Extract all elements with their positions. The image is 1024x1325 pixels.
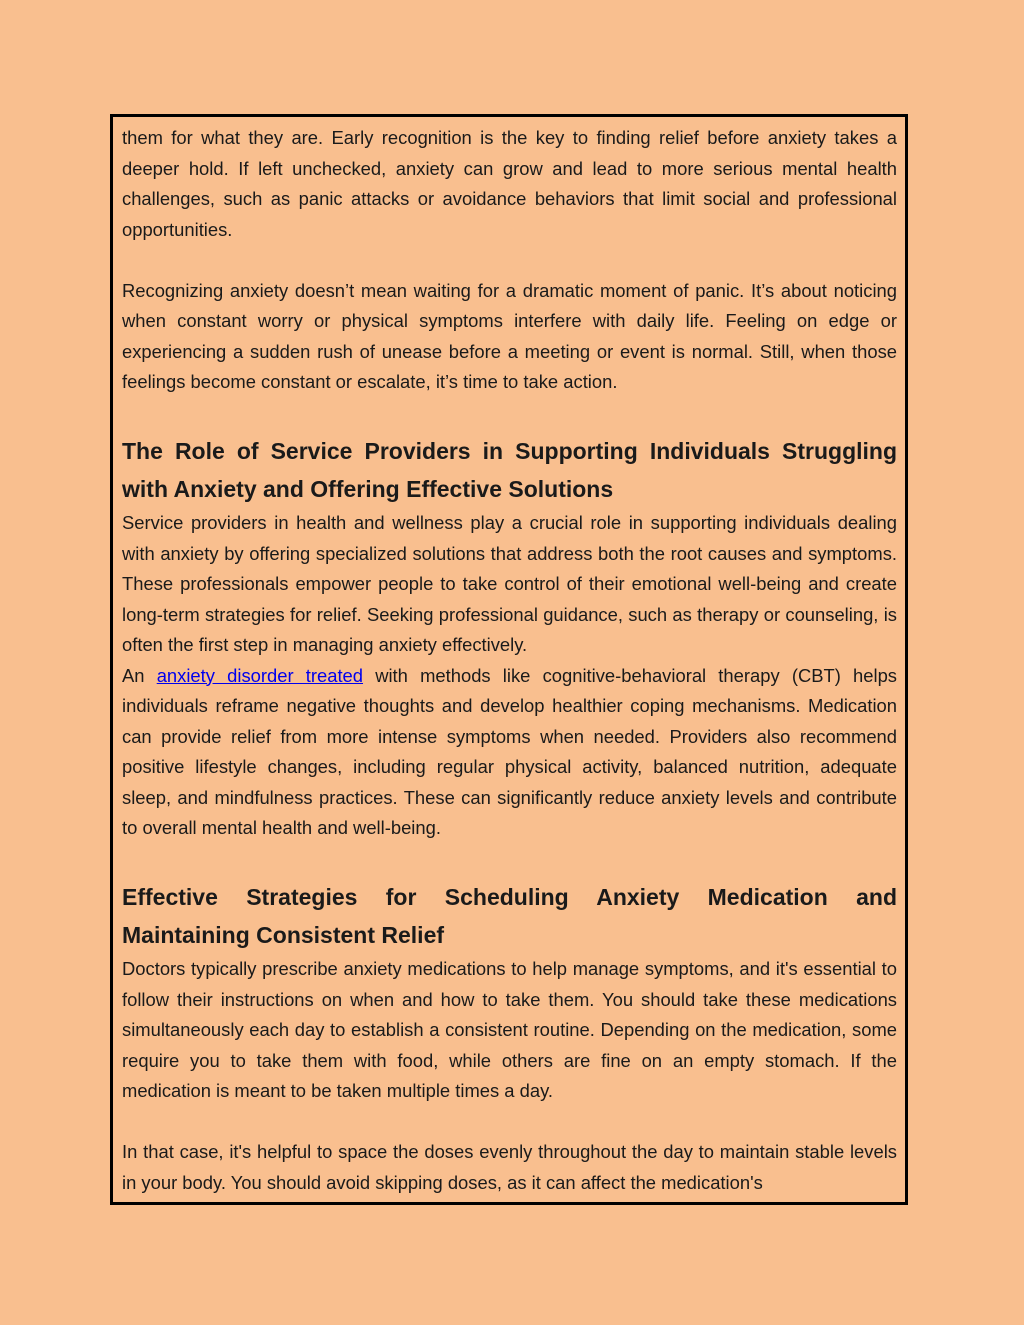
anxiety-disorder-treated-link[interactable]: anxiety disorder treated — [156, 664, 364, 686]
heading-scheduling-medication: Effective Strategies for Scheduling Anxiety Medication and Maintaining Consistent Relief — [122, 884, 897, 948]
heading-service-providers: The Role of Service Providers in Supporting Individuals Struggling with Anxiety and Offering Effective Solutions — [122, 438, 897, 502]
paragraph-suffix: with methods like cognitive-behavioral therapy (CBT) helps individuals reframe negative thoughts and develop healthier coping mechanisms. Medication can provide relief from more intense symptoms when needed. Providers also recommend positive lifestyle changes, including regular physical activity, balanced nutrition, adequate sleep, and mindfulness practices. These can significantly reduce anxiety levels and contribute to overall mental health and well-being. — [122, 664, 898, 838]
document-frame — [110, 114, 908, 1205]
paragraph-gap — [122, 844, 897, 875]
paragraph-prefix: An — [122, 664, 157, 686]
paragraph-gap — [122, 245, 897, 276]
paragraph-recognizing-anxiety: Recognizing anxiety doesn’t mean waiting for a dramatic moment of panic. It’s about noticing when constant worry or physical symptoms interfere with daily life. Feeling on edge or experiencing a sudden rush of unease before a meeting or event is normal. Still, when those feelings become constant or escalate, it’s time to take action. — [122, 279, 897, 392]
paragraph-treatment-methods — [122, 661, 897, 844]
paragraph-medication-instructions: Doctors typically prescribe anxiety medications to help manage symptoms, and it's essential to follow their instructions on when and how to take them. You should take these medications simultaneously each day to establish a consistent routine. Depending on the medication, some require you to take them with food, while others are fine on an empty stomach. If the medication is meant to be taken multiple times a day. — [122, 958, 897, 1101]
paragraph-gap — [122, 398, 897, 429]
paragraph-early-recognition: them for what they are. Early recognition is the key to finding relief before anxiety takes a deeper hold. If left unchecked, anxiety can grow and lead to more serious mental health challenges, such as panic attacks or avoidance behaviors that limit social and professional opportunities. — [122, 127, 897, 240]
paragraph-dose-spacing: In that case, it's helpful to space the doses evenly throughout the day to maintain stable levels in your body. You should avoid skipping doses, as it can affect the medication's — [122, 1141, 897, 1193]
paragraph-service-providers: Service providers in health and wellness play a crucial role in supporting individuals dealing with anxiety by offering specialized solutions that address both the root causes and symptoms. These professionals empower people to take control of their emotional well-being and create long-term strategies for relief. Seeking professional guidance, such as therapy or counseling, is often the first step in managing anxiety effectively. — [122, 512, 897, 655]
paragraph-gap — [122, 1107, 897, 1138]
